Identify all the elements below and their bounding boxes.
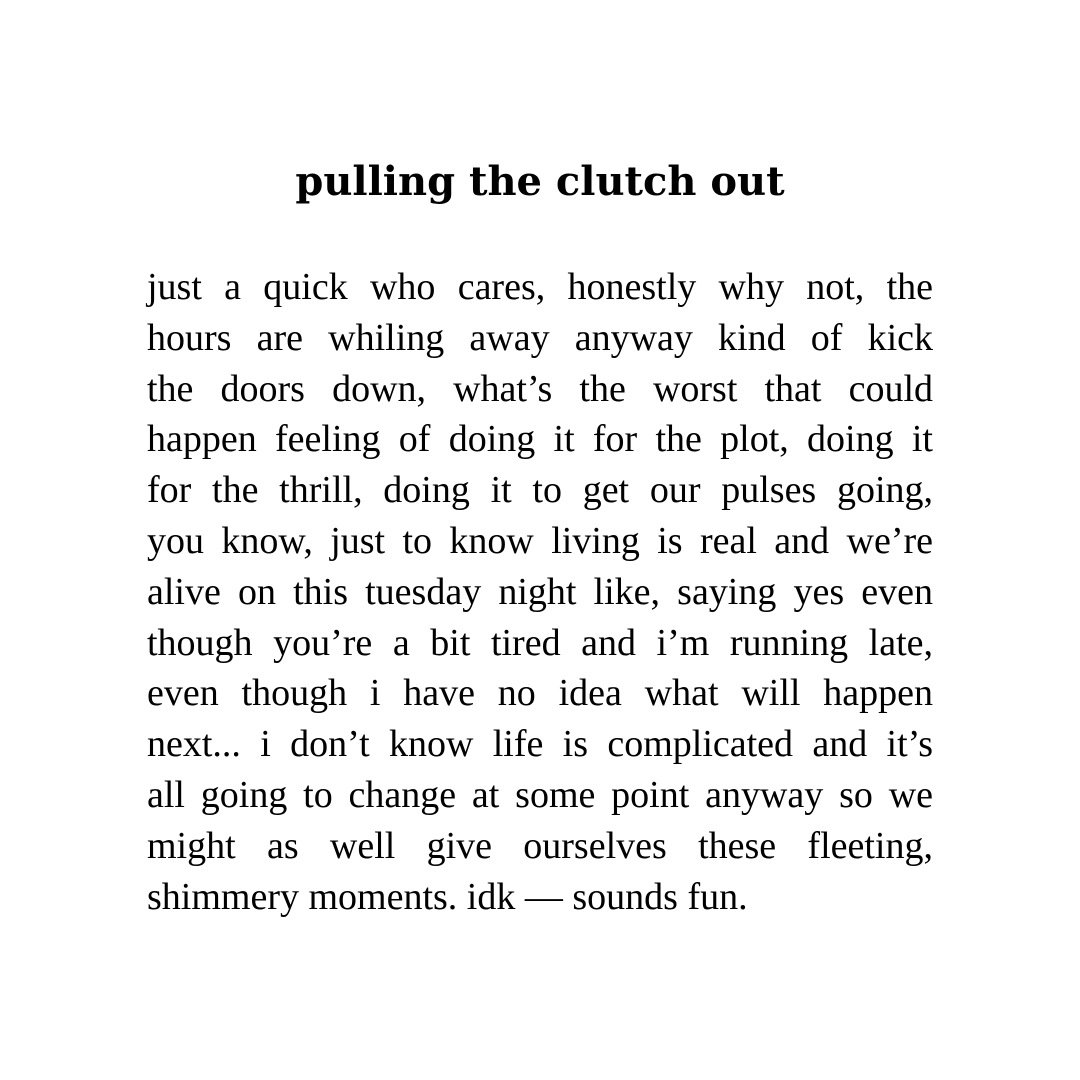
poem-line: happen feeling of doing it for the plot, doing it	[147, 418, 933, 461]
poem-line: all going to change at some point anyway so we	[147, 773, 933, 816]
poem-line: next... i don’t know life is complicated and it’s	[147, 723, 933, 766]
poem-body	[147, 262, 933, 922]
poem-title: pulling the clutch out	[295, 158, 785, 205]
poem-line: shimmery moments. idk — sounds fun.	[147, 875, 748, 918]
poem-line: though you’re a bit tired and i’m running late,	[147, 621, 933, 664]
poem-line: might as well give ourselves these fleeting,	[147, 824, 933, 867]
poem-line: the doors down, what’s the worst that could	[147, 367, 933, 410]
poem-line: you know, just to know living is real and we’re	[147, 519, 933, 562]
poem-line: just a quick who cares, honestly why not, the	[147, 266, 933, 308]
poem-line: for the thrill, doing it to get our pulses going,	[147, 469, 933, 512]
poem-line: hours are whiling away anyway kind of kick	[147, 316, 933, 359]
poem-line: even though i have no idea what will happen	[147, 672, 933, 715]
poem-line: alive on this tuesday night like, saying yes even	[147, 570, 933, 613]
